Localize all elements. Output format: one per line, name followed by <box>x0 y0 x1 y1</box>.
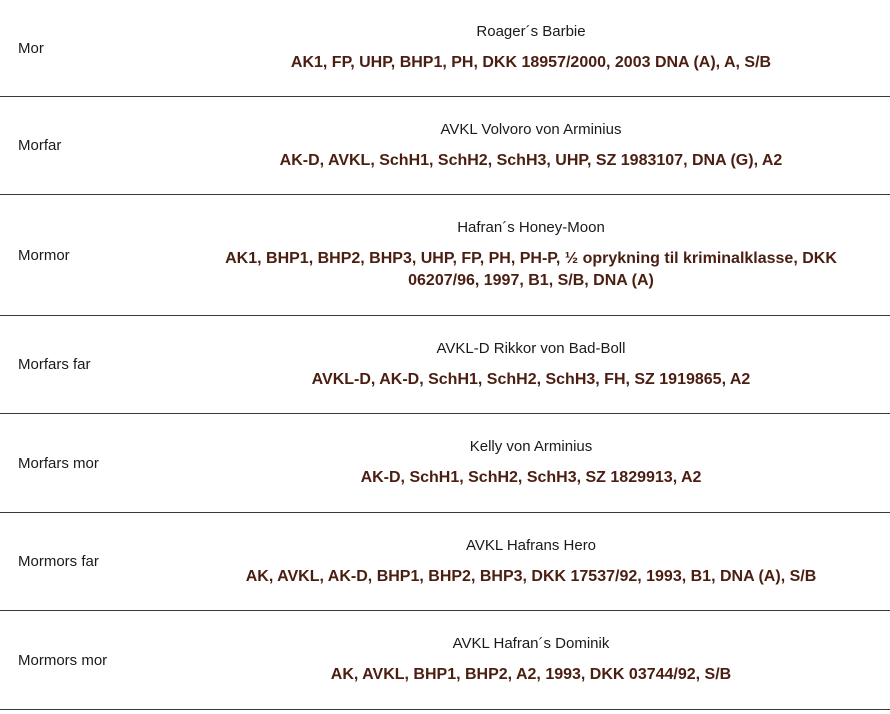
dog-titles: AK-D, SchH1, SchH2, SchH3, SZ 1829913, A2 <box>360 469 702 486</box>
dog-cell <box>172 611 890 710</box>
dog-titles: AK, AVKL, BHP1, BHP2, A2, 1993, DKK 03744/92, S/B <box>330 666 732 683</box>
relation-label: Mormors mor <box>18 651 108 669</box>
dog-cell <box>172 414 890 513</box>
pedigree-row-morfars-far <box>0 316 890 414</box>
dog-titles: AVKL-D, AK-D, SchH1, SchH2, SchH3, FH, SZ 1919865, A2 <box>311 370 751 388</box>
dog-cell <box>172 195 890 316</box>
dog-name: AVKL Hafran´s Dominik <box>452 635 610 652</box>
dog-name: AVKL Volvoro von Arminius <box>440 120 622 138</box>
dog-cell <box>172 316 890 414</box>
dog-cell <box>172 0 890 97</box>
pedigree-row-mor <box>0 0 890 97</box>
dog-cell <box>172 97 890 195</box>
dog-titles: AK-D, AVKL, SchH1, SchH2, SchH3, UHP, SZ 1983107, DNA (G), A2 <box>279 151 783 169</box>
pedigree-row-morfars-mor <box>0 414 890 513</box>
pedigree-row-morfar <box>0 97 890 195</box>
dog-titles: AK1, FP, UHP, BHP1, PH, DKK 18957/2000, 2003 DNA (A), A, S/B <box>290 54 772 71</box>
relation-label: Morfars mor <box>18 454 99 472</box>
pedigree-row-mormor <box>0 195 890 316</box>
dog-name: Kelly von Arminius <box>469 438 593 455</box>
pedigree-row-mormors-far <box>0 513 890 611</box>
dog-cell <box>172 513 890 611</box>
pedigree-row-mormors-mor <box>0 611 890 710</box>
dog-name: Hafran´s Honey-Moon <box>457 219 605 236</box>
dog-name: AVKL Hafrans Hero <box>465 536 597 554</box>
relation-label: Morfar <box>18 137 62 154</box>
dog-name: Roager´s Barbie <box>476 23 586 40</box>
relation-label: Mormor <box>18 246 70 264</box>
dog-titles: AK1, BHP1, BHP2, BHP3, UHP, FP, PH, PH-P, ½ oprykning til kriminalklasse, DKK 06207/96, 1997, B1, S/B, DNA (A) <box>225 250 837 289</box>
dog-name: AVKL-D Rikkor von Bad-Boll <box>436 339 626 357</box>
relation-label: Mor <box>18 39 44 57</box>
relation-label: Mormors far <box>18 553 99 570</box>
relation-label: Morfars far <box>18 356 91 373</box>
dog-titles: AK, AVKL, AK-D, BHP1, BHP2, BHP3, DKK 17537/92, 1993, B1, DNA (A), S/B <box>245 567 817 585</box>
